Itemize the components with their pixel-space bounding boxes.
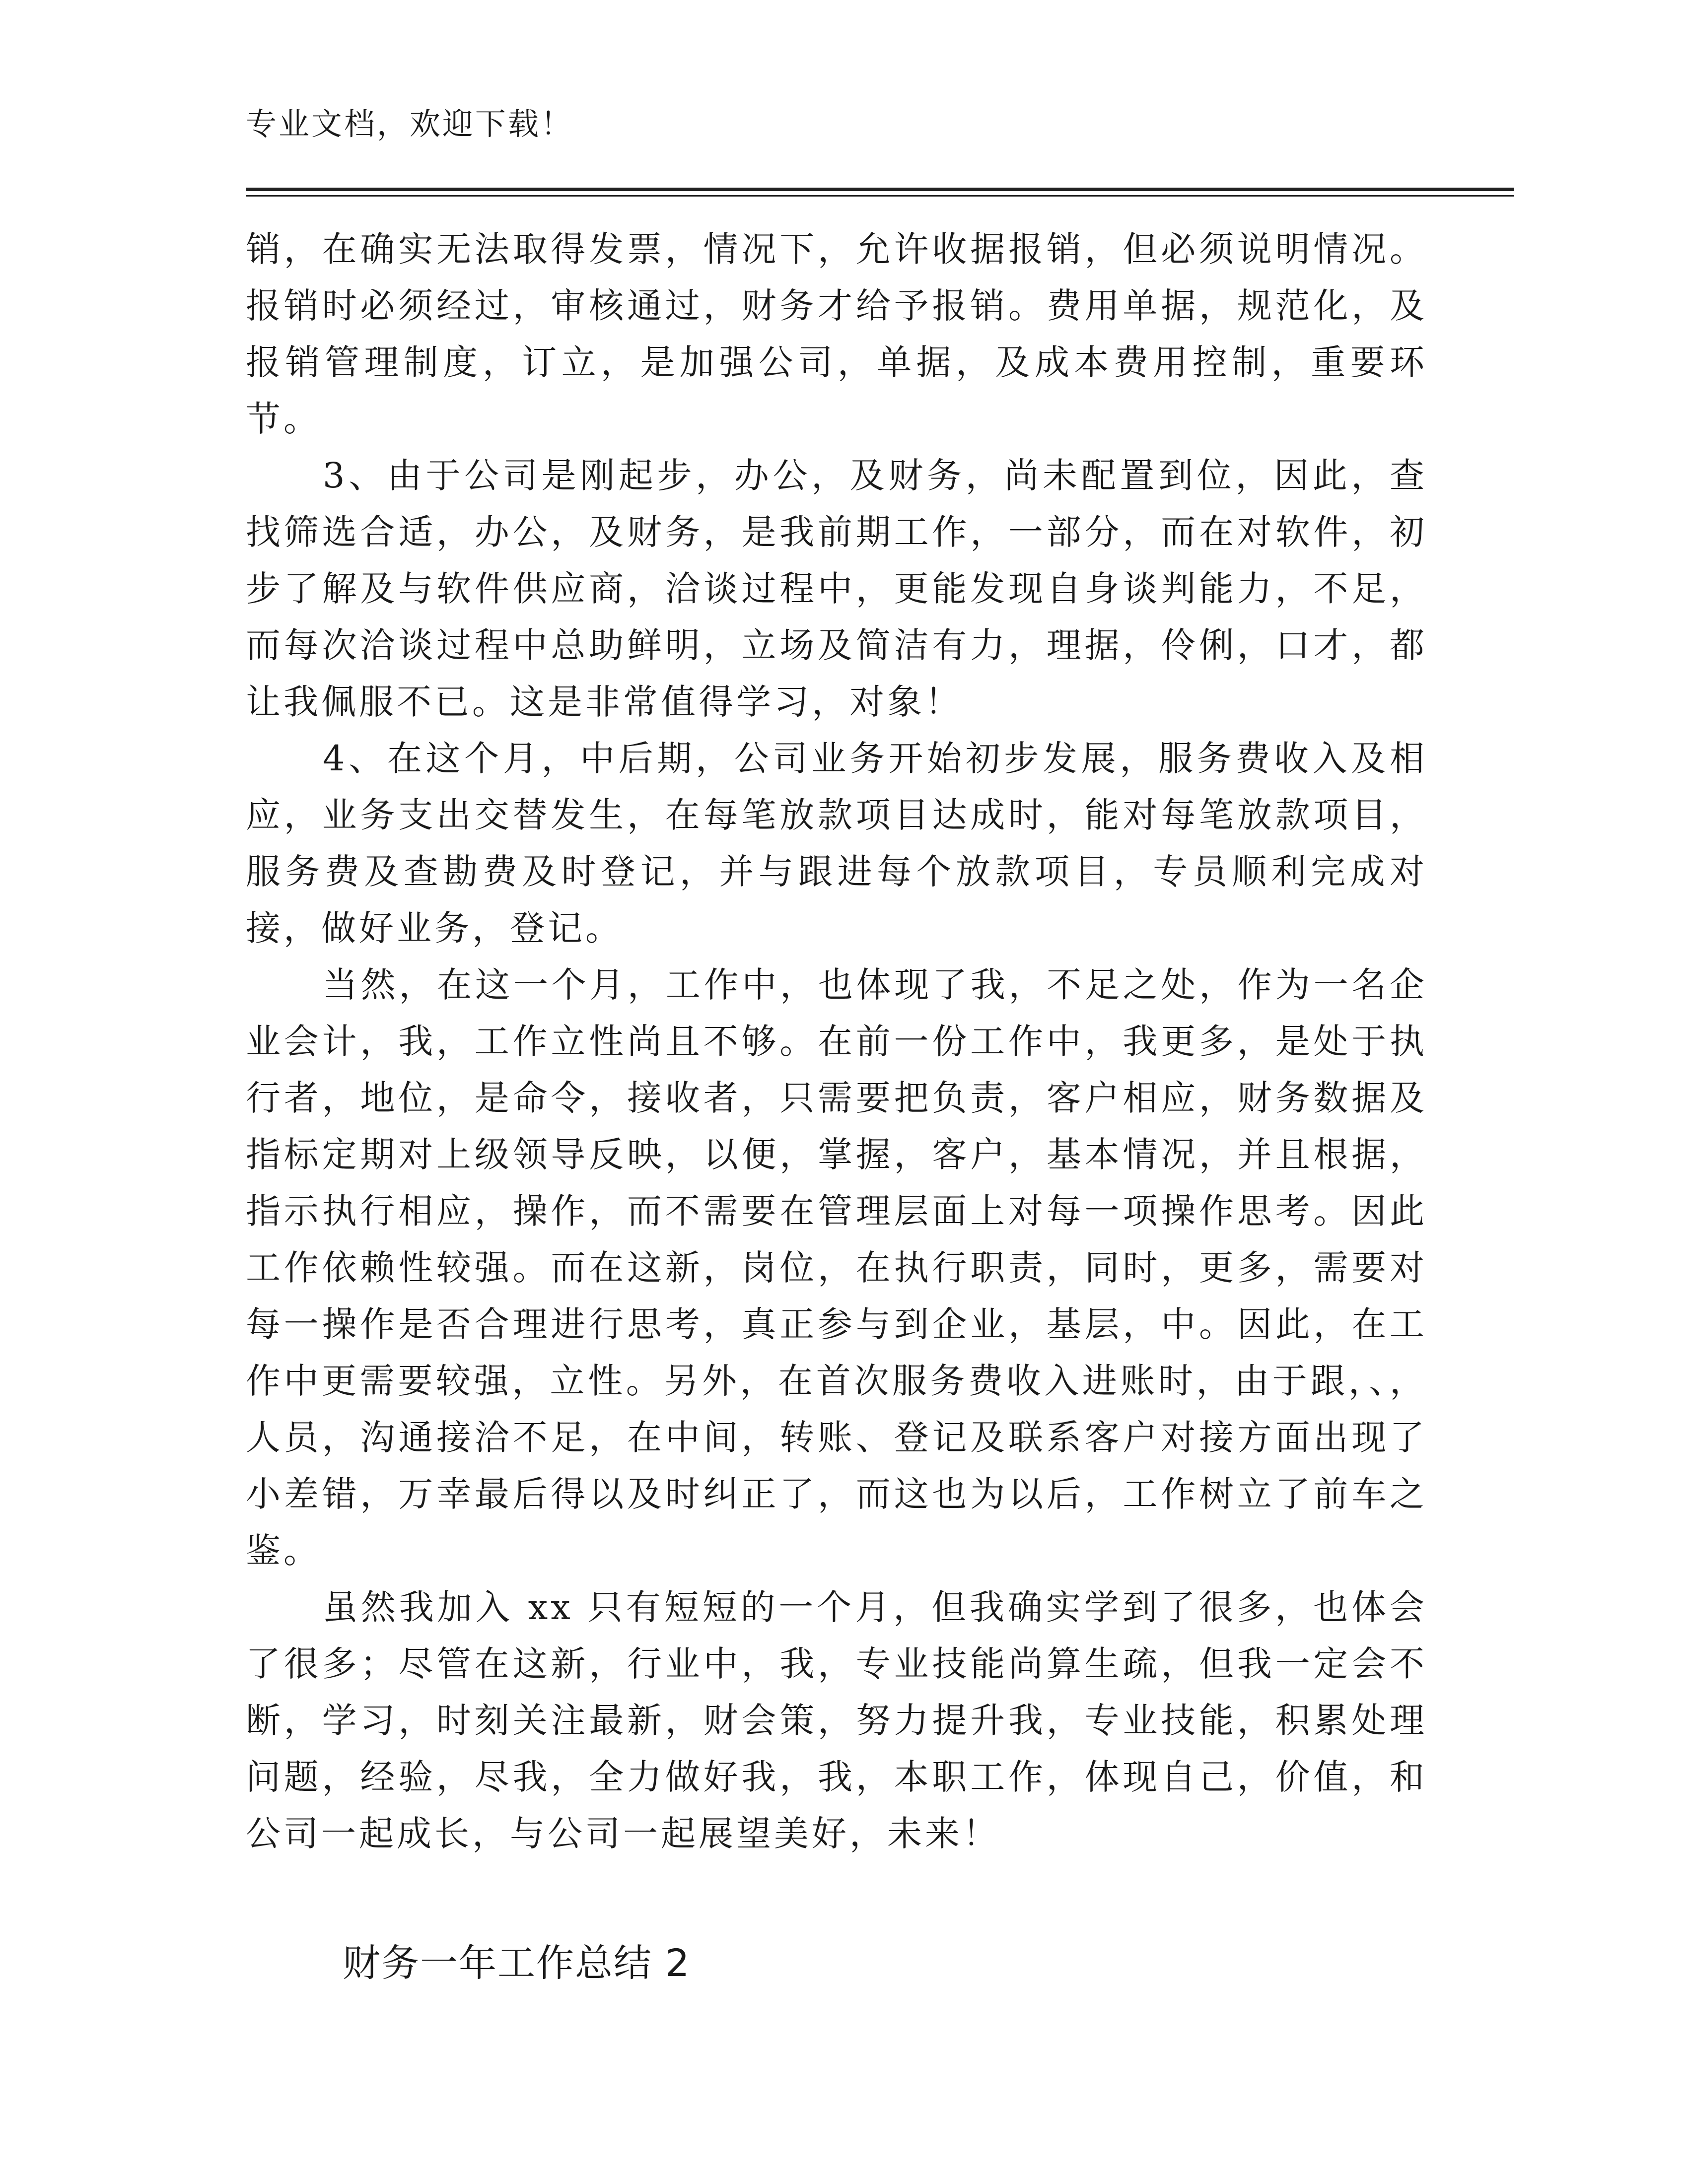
paragraph-item-4: 4、在这个月，中后期，公司业务开始初步发展，服务费收入及相应，业务支出交替发生，在每笔放款项目达成时，能对每笔放款项目，服务费及查勘费及时登记，并与跟进每个放款项目，专员顺利完成对接，做好业务，登记。 [246,738,1427,949]
paragraph-item-3: 3、由于公司是刚起步，办公，及财务，尚未配置到位，因此，查找筛选合适，办公，及财务，是我前期工作，一部分，而在对软件，初步了解及与软件供应商，洽谈过程中，更能发现自身谈判能力，不足，而每次洽谈过程中总助鲜明，立场及简洁有力，理据，伶俐，口才，都让我佩服不已。这是非常值得学习，对象！ [246,455,1427,722]
section-title: 财务一年工作总结 2 [343,1941,691,1985]
paragraph-continuation: 销，在确实无法取得发票，情况下，允许收据报销，但必须说明情况。报销时必须经过，审核通过，财务才给予报销。费用单据，规范化，及报销管理制度，订立，是加强公司，单据，及成本费用控制，重要环节。 [246,229,1427,439]
paragraph-conclusion: 虽然我加入 xx 只有短短的一个月，但我确实学到了很多，也体会了很多；尽管在这新，行业中，我，专业技能尚算生疏，但我一定会不断，学习，时刻关注最新，财会策，努力提升我，专业技能，积累处理问题，经验，尽我，全力做好我，我，本职工作，体现自己，价值，和公司一起成长，与公司一起展望美好，未来！ [246,1587,1427,1854]
page-header: 专业文档，欢迎下载！ [246,106,574,142]
header-divider-thick [246,188,1514,191]
header-divider-thin [246,195,1514,197]
paragraph-shortcomings: 当然，在这一个月，工作中，也体现了我，不足之处，作为一名企业会计，我，工作立性尚且不够。在前一份工作中，我更多，是处于执行者，地位，是命令，接收者，只需要把负责，客户相应，财务数据及指标定期对上级领导反映，以便，掌握，客户，基本情况，并且根据，指示执行相应，操作，而不需要在管理层面上对每一项操作思考。因此工作依赖性较强。而在这新，岗位，在执行职责，同时，更多，需要对每一操作是否合理进行思考，真正参与到企业，基层，中。因此，在工作中更需要较强，立性。另外，在首次服务费收入进账时，由于跟，、，人员，沟通接洽不足，在中间，转账、登记及联系客户对接方面出现了小差错，万幸最后得以及时纠正了，而这也为以后，工作树立了前车之鉴。 [246,964,1427,1571]
document-body [246,221,1427,1862]
